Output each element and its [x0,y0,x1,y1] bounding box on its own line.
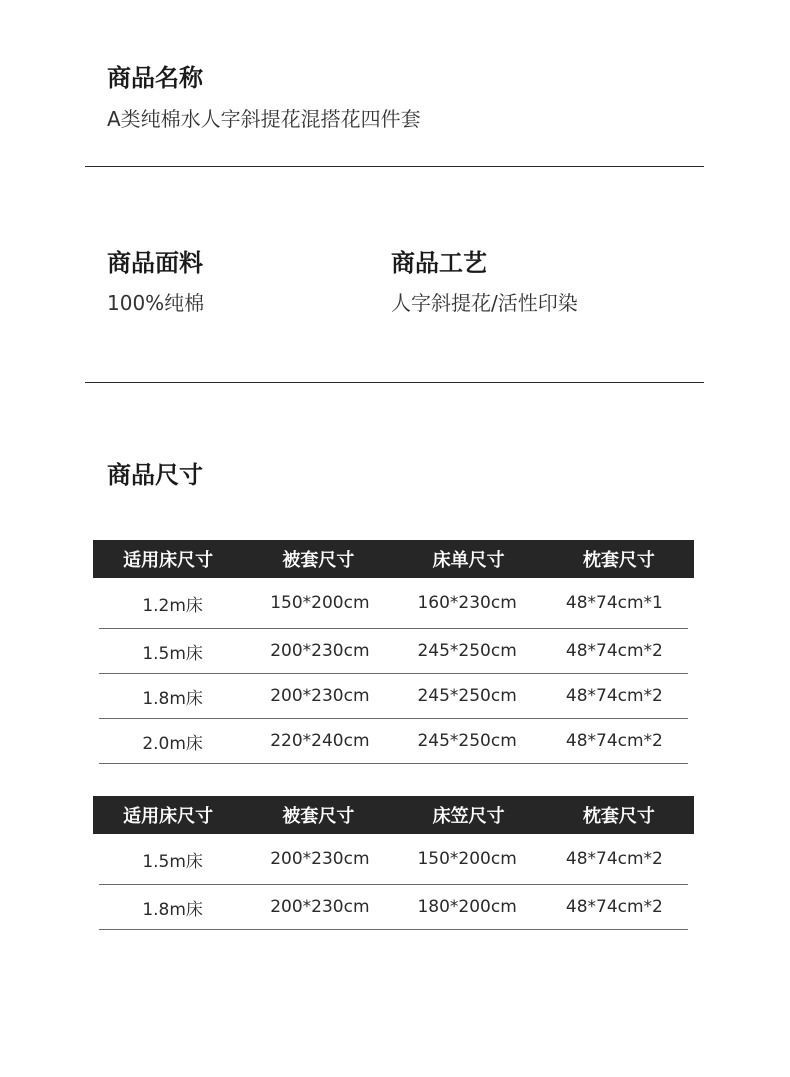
table-cell: 1.8m床 [142,688,203,709]
table-cell: 220*240cm [270,731,370,751]
table-row [99,674,688,719]
size-table-2 [93,796,694,930]
table-cell: 245*250cm [417,641,517,661]
table-cell: 48*74cm*2 [565,641,663,661]
table-cell: 1.2m床 [142,595,203,616]
table-cell: 48*74cm*2 [565,897,663,917]
table-row [99,578,688,629]
header-cell: 适用床尺寸 [123,806,214,827]
header-cell: 被套尺寸 [282,550,355,571]
table-cell: 160*230cm [417,593,517,613]
header-cell: 床单尺寸 [432,550,505,571]
table-header [93,540,694,578]
table-cell: 48*74cm*1 [565,593,663,613]
table-cell: 150*200cm [417,849,517,869]
fabric-value: 100%纯棉 [107,291,205,315]
fabric-label: 商品面料 [107,249,203,277]
table-cell: 1.5m床 [142,851,203,872]
table-cell: 200*230cm [270,849,370,869]
craft-value: 人字斜提花/活性印染 [391,291,578,315]
header-cell: 适用床尺寸 [123,550,214,571]
table-cell: 245*250cm [417,731,517,751]
divider [85,382,704,383]
table-cell: 1.5m床 [142,643,203,664]
table-row [99,834,688,885]
table-header [93,796,694,834]
table-cell: 2.0m床 [142,733,203,754]
table-cell: 48*74cm*2 [565,849,663,869]
table-row [99,719,688,764]
table-row [99,885,688,930]
product-name-label: 商品名称 [107,64,203,92]
table-cell: 200*230cm [270,686,370,706]
table-cell: 48*74cm*2 [565,686,663,706]
table-cell: 180*200cm [417,897,517,917]
table-cell: 200*230cm [270,641,370,661]
table-cell: 200*230cm [270,897,370,917]
size-label: 商品尺寸 [107,461,203,489]
divider [85,166,704,167]
table-row [99,629,688,674]
product-name-value: A类纯棉水人字斜提花混搭花四件套 [107,107,421,131]
header-cell: 枕套尺寸 [582,806,655,827]
table-cell: 48*74cm*2 [565,731,663,751]
header-cell: 床笠尺寸 [432,806,505,827]
header-cell: 枕套尺寸 [582,550,655,571]
header-cell: 被套尺寸 [282,806,355,827]
table-cell: 1.8m床 [142,899,203,920]
table-cell: 150*200cm [270,593,370,613]
table-cell: 245*250cm [417,686,517,706]
size-table-1 [93,540,694,764]
craft-label: 商品工艺 [391,249,487,277]
